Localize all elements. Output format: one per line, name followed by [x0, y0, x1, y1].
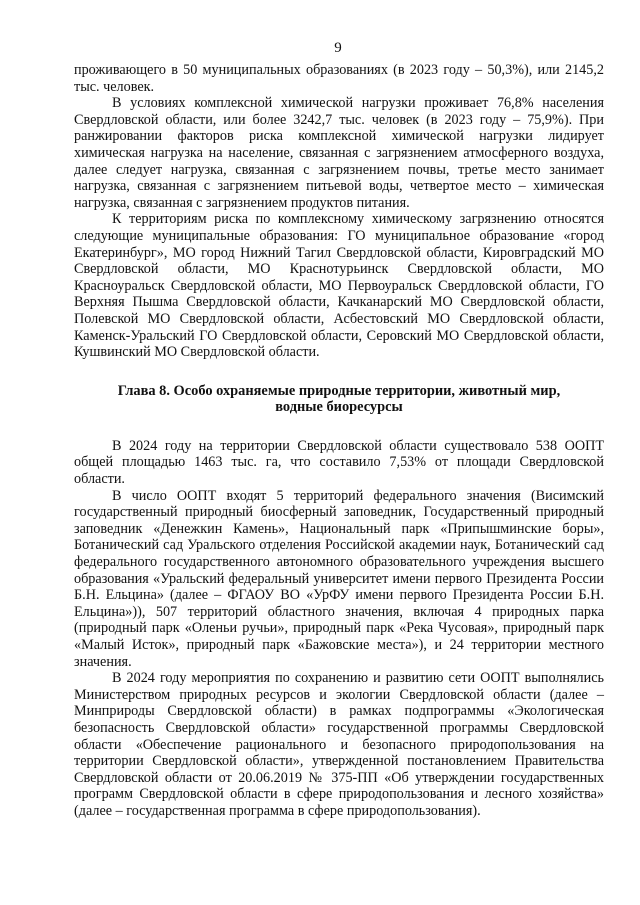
- paragraph-risk-territories: К территориям риска по комплексному химическому загрязнению относятся следующие муниципальные образования: ГО муниципальное образование «город Екатеринбург», МО город Нижний Тагил Свердловской области, Кировградский МО Свердловской области, МО Краснотурьинск Свердловской области, МО Красноуральск Свердловской области, МО Первоуральск Свердловской области, ГО Верхняя Пышма Свердловской области, Качканарский МО Свердловской области, Полевской МО Свердловской области, Асбестовский МО Свердловской области, Каменск-Уральский ГО Свердловской области, Серовский МО Свердловской области, Кушвинский МО Свердловской области.: [74, 211, 604, 361]
- paragraph-complex-chemical-load: В условиях комплексной химической нагрузки проживает 76,8% населения Свердловской области, или более 3242,7 тыс. человек (в 2023 году – 75,9%). При ранжировании факторов риска комплексной химической нагрузки лидирует химическая нагрузка на население, связанная с загрязнением атмосферного воздуха, далее следует нагрузка, связанная с загрязнением почвы, третье место занимает нагрузка, связанная с загрязнением питьевой воды, четвертое место – химическая нагрузка, связанная с загрязнением продуктов питания.: [74, 95, 604, 211]
- paragraph-population-share: проживающего в 50 муниципальных образованиях (в 2023 году – 50,3%), или 2145,2 тыс. человек.: [74, 62, 604, 95]
- page-number: 9: [334, 40, 342, 56]
- chapter-title-line-1: Глава 8. Особо охраняемые природные территории, животный мир,: [117, 382, 561, 399]
- paragraph-oopt-measures: В 2024 году мероприятия по сохранению и развитию сети ООПТ выполнялись Министерством природных ресурсов и экологии Свердловской области (далее – Минприроды Свердловской области) в рамках подпрограммы «Экологическая безопасность Свердловской области» государственной программы Свердловской области «Обеспечение рационального и безопасного природопользования на территории Свердловской области», утвержденной постановлением Правительства Свердловской области от 20.06.2019 № 375-ПП «Об утверждении государственных программ Свердловской области в сфере природопользования и лесного хозяйства» (далее – государственная программа в сфере природопользования).: [74, 670, 604, 819]
- chapter-title: [74, 383, 604, 416]
- paragraph-oopt-count: В 2024 году на территории Свердловской области существовало 538 ООПТ общей площадью 1463 тыс. га, что составило 7,53% от площади Свердловской области.: [74, 437, 604, 488]
- paragraph-oopt-composition: В число ООПТ входят 5 территорий федерального значения (Висимский государственный природный биосферный заповедник, Государственный природный заповедник «Денежкин Камень», Национальный парк «Припышминские боры», Ботанический сад Уральского отделения Российской академии наук, Ботанический сад федерального государственного автономного образовательного учреждения высшего образования «Уральский федеральный университет имени первого Президента России Б.Н. Ельцина» (далее – ФГАОУ ВО «УрФУ имени первого Президента России Б.Н. Ельцина»)), 507 территорий областного значения, включая 4 природных парка (природный парк «Оленьи ручьи», природный парк «Река Чусовая», природный парк «Малый Исток», природный парк «Бажовские места»), и 24 территории местного значения.: [74, 487, 604, 670]
- chapter-title-line-2: водные биоресурсы: [275, 399, 403, 416]
- document-body: [74, 62, 604, 820]
